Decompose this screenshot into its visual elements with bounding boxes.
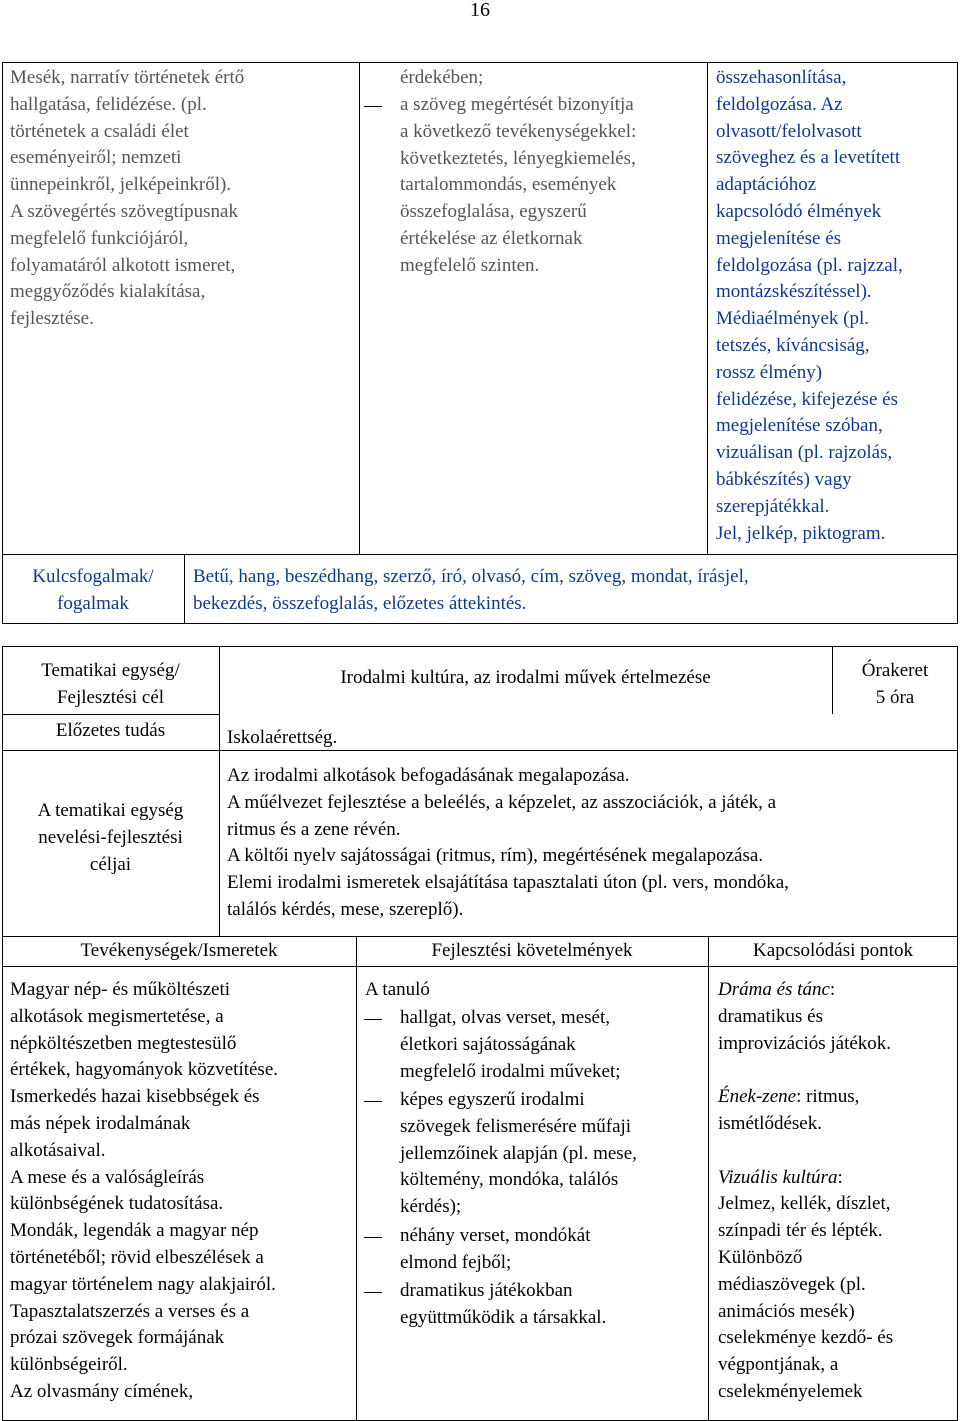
requirement-item: hallgat, olvas verset, mesét, életkori sajátosságának megfelelő irodalmi műveket; — [400, 1007, 621, 1082]
hours-label: Órakeret — [861, 660, 929, 681]
col-divider-1 — [356, 936, 357, 1421]
keywords-label: Kulcsfogalmak/ fogalmak — [32, 566, 154, 614]
link-music-label: Ének-zene — [718, 1086, 797, 1108]
prior-knowledge-value: Iskolaérettség. — [227, 727, 338, 748]
col-header-requirements: Fejlesztési követelmények — [431, 940, 633, 961]
unit-label: Tematikai egység/ Fejlesztési cél — [41, 660, 180, 708]
row-divider-title — [2, 714, 219, 715]
links-text: Dráma és tánc: dramatikus és improvizációs játékok. Ének-zene: ritmus, ismétlődések. Vizuális kultúra: Jelmez, kellék, díszlet, színpadi tér és lépték. Különböző médiaszövegek (pl. animációs mesék) cselekménye kezdő- és végpontjának, a cselekményelemek — [718, 979, 894, 1402]
requirements-intro: A tanuló — [365, 979, 430, 1000]
top-col2-item: a szöveg megértését bizonyítja a következő tevékenységekkel: következtetés, lényegkiemelés, tartalommondás, események összefoglalása, egyszerű értékelése az életkornak megfelelő szinten. — [400, 94, 637, 276]
goals-label: A tematikai egység nevelési-fejlesztési céljai — [37, 800, 184, 875]
page-number: 16 — [470, 0, 490, 21]
link-visual-label: Vizuális kultúra — [718, 1166, 838, 1188]
row-divider-goals — [2, 936, 958, 937]
goals-text: Az irodalmi alkotások befogadásának megalapozása. A műélvezet fejlesztése a beleélés, a képzelet, az asszociációk, a játék, a ritmus és a zene révén. A költői nyelv sajátosságai (ritmus, rím), megértésének megalapozása. Elemi irodalmi ismeretek elsajátítása tapasztalati úton (pl. vers, mondóka, találós kérdés, mese, szereplő). — [227, 765, 789, 920]
list-dash — [364, 1292, 382, 1293]
link-drama-label: Dráma és tánc — [718, 979, 830, 1000]
top-col3-text: összehasonlítása, feldolgozása. Az olvasott/felolvasott szöveghez és a levetített adaptációhoz kapcsolódó élmények megjelenítése és feldolgozása (pl. rajzzal, montázskészítéssel). Médiaélmények (pl. tetszés, kíváncsiság, rossz élmény) felidézése, kifejezése és megjelenítése szóban, vizuálisan (pl. rajzolás, bábkészítés) vagy szerepjátékkal. Jel, jelkép, piktogram. — [716, 67, 903, 544]
list-dash — [364, 1019, 382, 1020]
requirement-item: képes egyszerű irodalmi szövegek felismerésére műfaji jellemzőinek alapján (pl. mese, költemény, mondóka, találós kérdés); — [400, 1089, 637, 1218]
row-divider-prior — [2, 750, 958, 751]
col-header-links: Kapcsolódási pontok — [753, 940, 913, 961]
hours-value: 5 óra — [875, 687, 915, 708]
top-col-divider-1 — [359, 62, 360, 554]
requirement-item: dramatikus játékokban együttműködik a társakkal. — [400, 1280, 607, 1328]
requirement-item: néhány verset, mondókát elmond fejből; — [400, 1225, 591, 1273]
top-col2-intro: érdekében; — [400, 67, 484, 88]
keywords-text: Betű, hang, beszédhang, szerző, író, olvasó, cím, szöveg, mondat, írásjel, bekezdés, összefoglalás, előzetes áttekintés. — [193, 566, 749, 614]
top-col1-text: Mesék, narratív történetek értő hallgatása, felidézése. (pl. történetek a családi élet eseményeiről; nemzeti ünnepeinkről, jelképeinkről). A szövegértés szövegtípusnak megfelelő funkciójáról, folyamatáról alkotott ismeret, meggyőződés kialakítása, fejlesztése. — [10, 67, 245, 330]
list-dash — [364, 1237, 382, 1238]
top-col-divider-2 — [707, 62, 708, 554]
row-divider-colheads — [2, 966, 958, 967]
list-dash — [364, 1101, 382, 1102]
col-header-activities: Tevékenységek/Ismeretek — [80, 940, 278, 961]
activities-text: Magyar nép- és műköltészeti alkotások megismertetése, a népköltészetben megtestesülő értékek, hagyományok közvetítése. Ismerkedés hazai kisebbségek és más népek irodalmának alkotásaival. A mese és a valóságleírás különbségének tudatosítása. Mondák, legendák a magyar nép történetéből; rövid elbeszélések a magyar történelem nagy alakjairól. Tapasztalatszerzés a verses és a prózai szövegek formájának különbségeiről. Az olvasmány címének, — [10, 979, 279, 1402]
col-divider-2 — [708, 936, 709, 1421]
top-row-divider — [2, 554, 958, 555]
keywords-divider — [184, 554, 185, 624]
prior-knowledge-label: Előzetes tudás — [55, 720, 166, 741]
list-dash — [364, 106, 382, 107]
unit-title: Irodalmi kultúra, az irodalmi művek értelmezése — [340, 667, 711, 688]
